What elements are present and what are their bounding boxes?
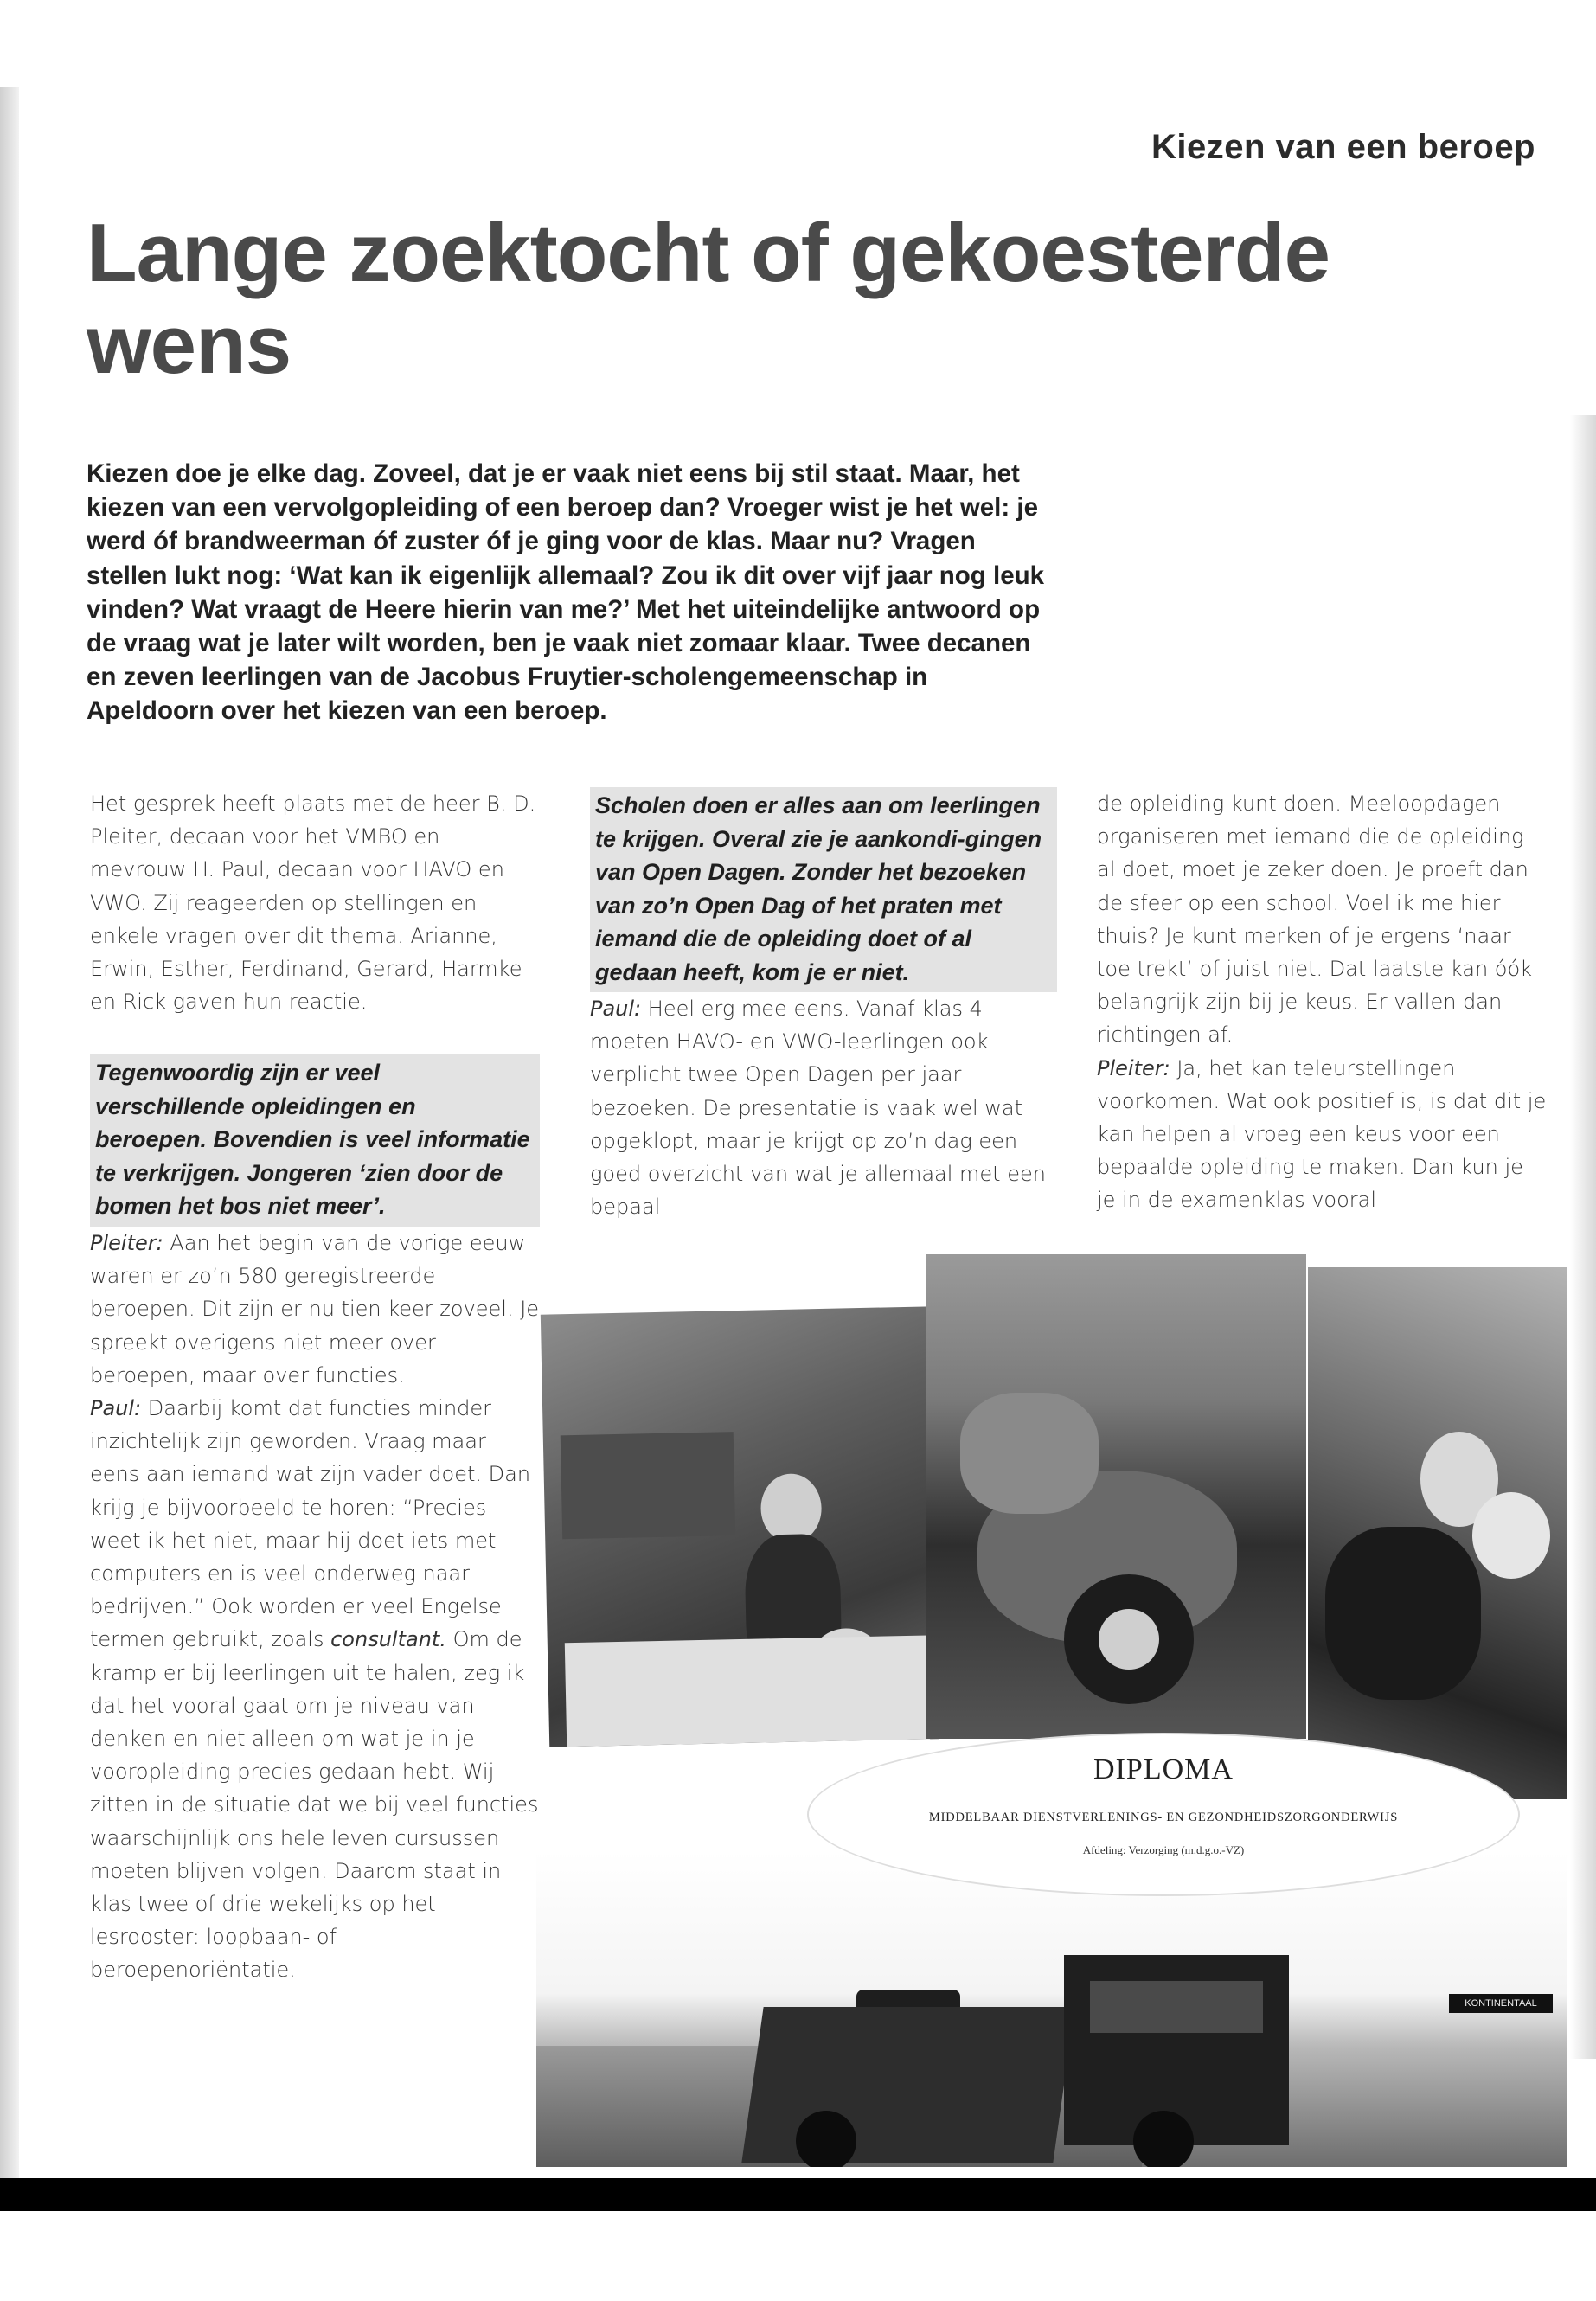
emphasis-term: consultant. xyxy=(330,1627,446,1652)
speaker-label: Paul: xyxy=(590,997,642,1021)
photo-car-mechanic xyxy=(926,1254,1306,1739)
diploma-image xyxy=(809,1734,1518,1894)
intro-paragraph: Kiezen doe je elke dag. Zoveel, dat je er vaak niet eens bij stil staat. Maar, het kiezen van een vervolgopleiding of een beroep dan? Vroeger wist je het wel: je werd óf brandweerman óf zuster óf je ging voor de klas. Maar nu? Vragen stellen lukt nog: ‘Wat kan ik eigenlijk allemaal? Zou ik dit over vijf jaar nog leuk vinden? Wat vraagt de Heere hierin van me?’ Met het uiteindelijke antwoord op de vraag wat je later wilt worden, ben je vaak niet zomaar klaar. Twee decanen en zeven leerlingen van de Jacobus Fruytier-scholengemeenschap in Apeldoorn over het kiezen van een beroep. xyxy=(87,459,1045,726)
speaker-label: Pleiter: xyxy=(1097,1055,1170,1080)
scan-bottom-bar xyxy=(0,2178,1596,2211)
photo-classroom xyxy=(541,1306,939,1747)
column-3 xyxy=(1097,787,1547,1217)
statement-2: Scholen doen er alles aan om leerlingen te krijgen. Overal zie je aankondi-gingen van Open Dagen. Zonder het bezoeken van zo’n Open Dag of het praten met iemand die de opleiding doet of al gedaan heeft, kom je er niet. xyxy=(590,787,1057,992)
headline: Lange zoektocht of gekoesterde wens xyxy=(87,207,1330,391)
speaker-label: Pleiter: xyxy=(90,1230,163,1255)
answer-text: Heel erg mee eens. Vanaf klas 4 moeten HAVO- en VWO-leerlingen ook verplicht twee Open Dagen per jaar bezoeken. De presentatie is vaak wel wat opgeklopt, maar je krijgt op zo’n dag een goed overzicht van wat je allemaal met een bepaal- xyxy=(590,997,1046,1220)
col1-answer-paul xyxy=(90,1392,540,1987)
column-2 xyxy=(590,787,1057,1223)
column-1 xyxy=(90,787,540,1987)
col3-answer-pleiter xyxy=(1097,1052,1547,1217)
speaker-label: Paul: xyxy=(90,1395,142,1420)
answer-text: Aan het begin van de vorige eeuw waren er zo’n 580 geregistreerde beroepen. Dit zijn er nu tien keer zoveel. Je spreekt overigens niet meer over beroepen, maar over functies. xyxy=(90,1230,540,1388)
photo-smiling-girls xyxy=(1308,1267,1567,1799)
section-label: Kiezen van een beroep xyxy=(1151,128,1535,166)
answer-text: Om de kramp er bij leerlingen uit te halen, zeg ik dat het vooral gaat om je niveau van denken en niet alleen om wat je in je vooropleiding precies gedaan hebt. Wij zitten in de situatie dat we bij veel functies waarschijnlijk ons hele leven cursussen moeten blijven volgen. Daarom staat in klas twee of drie wekelijks op het lesrooster: loopbaan- of beroepenoriëntatie. xyxy=(90,1627,539,1983)
photo-tractor-truck xyxy=(536,1851,1567,2167)
col2-answer-paul xyxy=(590,992,1057,1223)
truck-sign: KONTINENTAAL xyxy=(1449,1994,1553,2013)
diploma-subtitle: MIDDELBAAR DIENSTVERLENINGS- EN GEZONDHEIDSZORGONDERWIJS xyxy=(928,1811,1399,1824)
diploma-title: DIPLOMA xyxy=(1093,1753,1234,1785)
answer-text: Ja, het kan teleurstellingen voorkomen. Wat ook positief is, is dat dit je kan helpen al vroeg een keus voor een bepaalde opleiding te maken. Dan kun je je in de examenklas vooral xyxy=(1097,1055,1547,1213)
col3-paragraph: de opleiding kunt doen. Meeloopdagen organiseren met iemand die de opleiding al doet, moet je zeker doen. Je proeft dan de sfeer op een school. Voel ik me hier thuis? Je kunt merken of je ergens ‘naar toe trekt’ of juist niet. Dat laatste kan óók belangrijk zijn bij je keus. Er vallen dan richtingen af. xyxy=(1097,792,1533,1048)
answer-text: Daarbij komt dat functies minder inzichtelijk zijn geworden. Vraag maar eens aan iemand wat zijn vader doet. Dan krijg je bijvoorbeeld te horen: “Precies weet ik het niet, maar hij doet iets met computers en is veel onderweg naar bedrijven.” Ook worden er veel Engelse termen gebruikt, zoals xyxy=(90,1395,531,1652)
col1-answer-pleiter xyxy=(90,1227,540,1392)
col1-paragraph-intro: Het gesprek heeft plaats met de heer B. D. Pleiter, decaan voor het VMBO en mevrouw H. Paul, decaan voor HAVO en VWO. Zij reageerden op stellingen en enkele vragen over dit thema. Arianne, Erwin, Esther, Ferdinand, Gerard, Harmke en Rick gaven hun reactie. xyxy=(90,792,536,1015)
statement-1: Tegenwoordig zijn er veel verschillende opleidingen en beroepen. Bovendien is veel informatie te verkrijgen. Jongeren ‘zien door de bomen het bos niet meer’. xyxy=(90,1054,540,1227)
diploma-department: Afdeling: Verzorging (m.d.g.o.-VZ) xyxy=(1082,1843,1245,1856)
